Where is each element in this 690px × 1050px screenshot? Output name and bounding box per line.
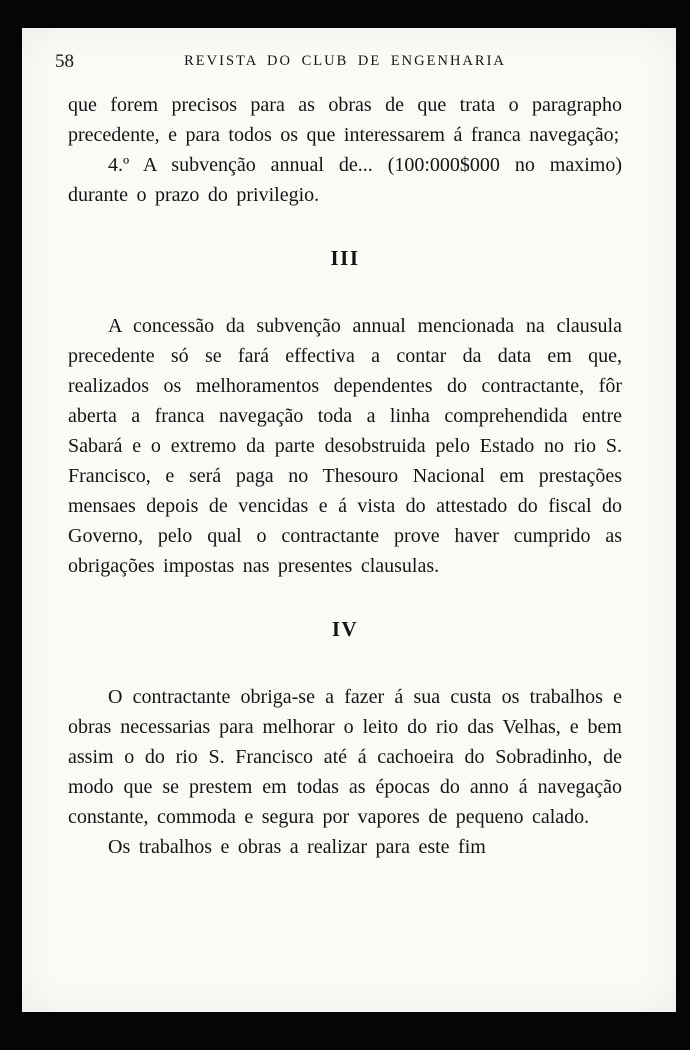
paragraph-clause-iv: O contractante obriga-se a fazer á sua custa os trabalhos e obras necessarias para melhorar o leito do rio das Velhas, e bem assim o do rio S. Francisco até á cachoeira do Sobradinho, de modo que se prestem em todas as épocas do anno á navegação constante, commoda e segura por vapores de pequeno calado. [68, 686, 622, 828]
document-body [68, 90, 622, 862]
paragraph-clause-4: 4.º A subvenção annual de... (100:000$000 no maximo) durante o prazo do privilegio. [68, 154, 622, 206]
paragraph-last-line: Os trabalhos e obras a realizar para este fim [108, 836, 486, 858]
page-number: 58 [55, 51, 74, 72]
page-header [55, 48, 622, 74]
section-heading-iii: III [330, 246, 360, 270]
paragraph-clause-iii: A concessão da subvenção annual mencionada na clausula precedente só se fará effectiva a contar da data em que, realizados os melhoramentos dependentes do contractante, fôr aberta a franca navegação toda a linha comprehendida entre Sabará e o extremo da parte desobstruida pelo Estado no rio S. Francisco, e será paga no Thesouro Nacional em prestações mensaes depois de vencidas e á vista do attestado do fiscal do Governo, pelo qual o contractante prove haver cumprido as obrigações impostas nas presentes clausulas. [68, 315, 622, 577]
section-heading-iv: IV [331, 617, 359, 641]
document-page [22, 28, 676, 1012]
running-header: REVISTA DO CLUB DE ENGENHARIA [184, 53, 506, 69]
paragraph-continuation: que forem precisos para as obras de que trata o paragrapho precedente, e para todos os que interessarem á franca navegação; [68, 94, 622, 146]
